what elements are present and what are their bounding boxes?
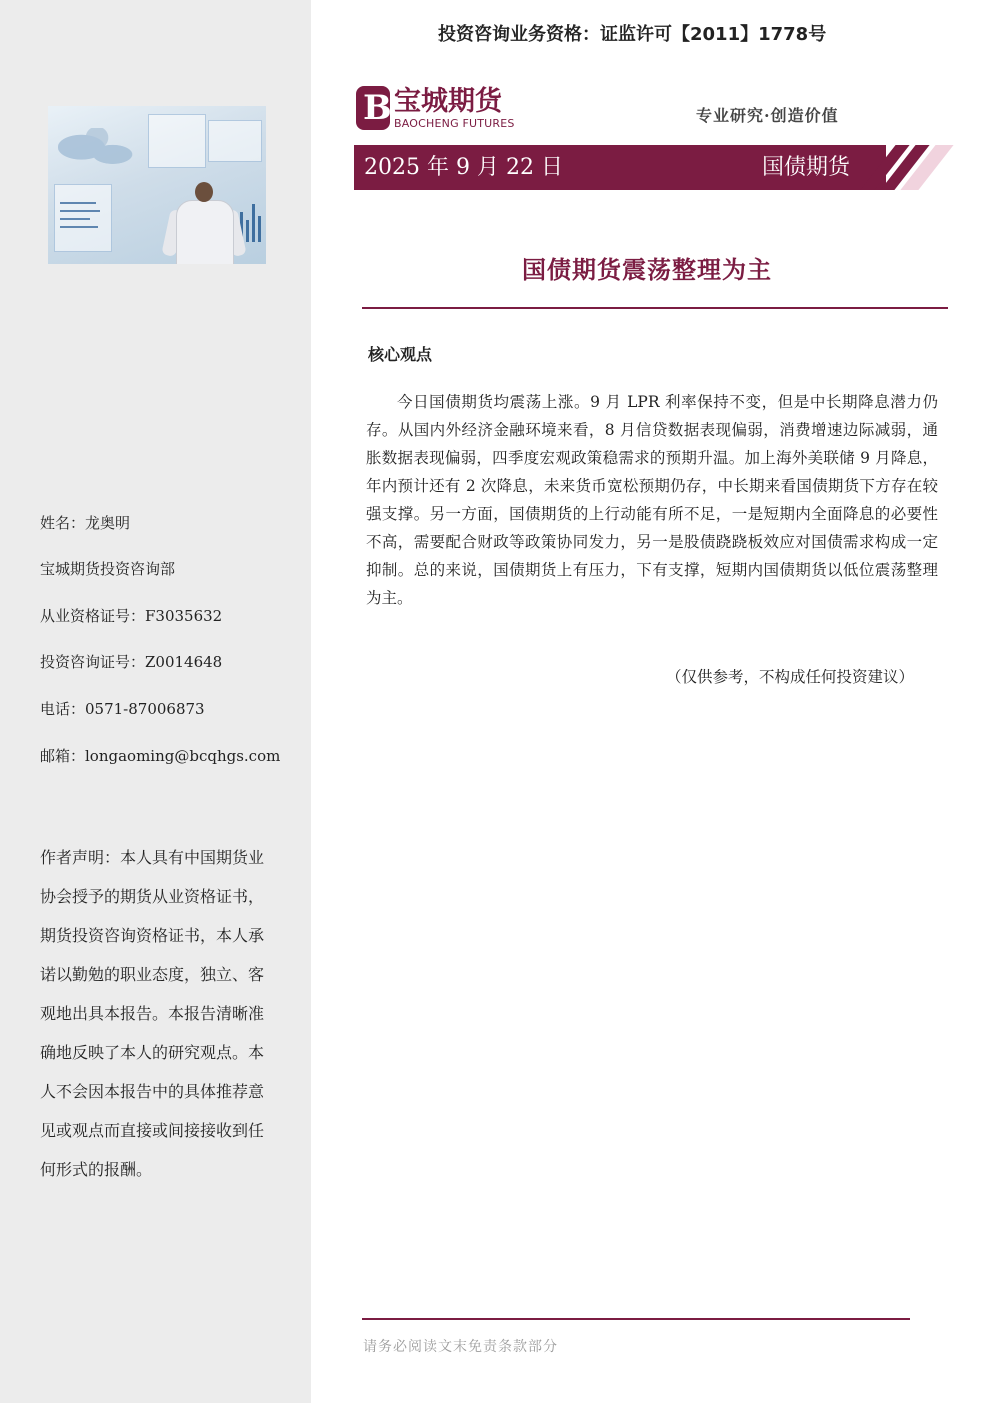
chart-line — [60, 202, 96, 204]
analyst-name: 姓名：龙奥明 — [40, 514, 131, 532]
chart-panel — [208, 120, 262, 162]
chart-line — [60, 226, 98, 228]
analyst-department: 宝城期货投资咨询部 — [40, 560, 176, 578]
report-headline: 国债期货震荡整理为主 — [522, 256, 772, 284]
footer-note: 请务必阅读文末免责条款部分 — [363, 1339, 558, 1355]
sidebar — [0, 0, 311, 1403]
chart-panel — [148, 114, 206, 168]
cover-image — [48, 106, 266, 264]
company-logo — [356, 86, 526, 132]
report-category: 国债期货 — [762, 155, 851, 180]
chart-line — [60, 218, 90, 220]
person-head — [195, 182, 213, 202]
tagline: 专业研究·创造价值 — [696, 106, 839, 125]
footer-divider — [362, 1318, 910, 1320]
chart-bar — [252, 204, 255, 242]
qualification-certificate: 从业资格证号：F3035632 — [40, 607, 223, 625]
section-title: 核心观点 — [368, 345, 433, 364]
logo-mark-letter: B — [363, 88, 392, 128]
date-banner — [354, 145, 938, 190]
advisory-certificate: 投资咨询证号：Z0014648 — [40, 653, 223, 671]
phone-number: 电话：0571-87006873 — [40, 700, 205, 718]
divider — [362, 307, 948, 309]
chart-line — [60, 210, 100, 212]
author-statement: 作者声明：本人具有中国期货业协会授予的期货从业资格证书，期货投资咨询资格证书，本人承诺以勤勉的职业态度，独立、客观地出具本报告。本报告清晰准确地反映了本人的研究观点。本人不会因本报告中的具体推荐意见或观点而直接或间接接收到任何形式的报酬。 — [40, 848, 265, 1179]
license-line: 投资咨询业务资格：证监许可【2011】1778号 — [438, 24, 827, 45]
world-map-graphic — [58, 128, 136, 176]
body-paragraph: 今日国债期货均震荡上涨。9 月 LPR 利率保持不变，但是中长期降息潜力仍存。从国内外经济金融环境来看，8 月信贷数据表现偏弱，消费增速边际减弱，通胀数据表现偏弱，四季度宏观政策稳需求的预期升温。加上海外美联储 9 月降息，年内预计还有 2 次降息，未来货币宽松预期仍存，中长期来看国债期货下方存在较强支撑。另一方面，国债期货的上行动能有所不足，一是短期内全面降息的必要性不高，需要配合财政等政策协同发力，另一是股债跷跷板效应对国债需求构成一定抑制。总的来说，国债期货上有压力，下有支撑，短期内国债期货以低位震荡整理为主。 — [366, 393, 938, 607]
logo-chinese-name: 宝城期货 — [394, 86, 502, 117]
chart-bar — [246, 220, 249, 242]
logo-mark — [356, 86, 390, 130]
disclaimer: （仅供参考，不构成任何投资建议） — [666, 668, 915, 686]
person-figure — [176, 200, 234, 264]
email-address: 邮箱：longaoming@bcqhgs.com — [40, 747, 281, 765]
chart-bar — [258, 216, 261, 242]
report-date: 2025 年 9 月 22 日 — [364, 155, 563, 180]
logo-english-name: BAOCHENG FUTURES — [394, 117, 515, 130]
